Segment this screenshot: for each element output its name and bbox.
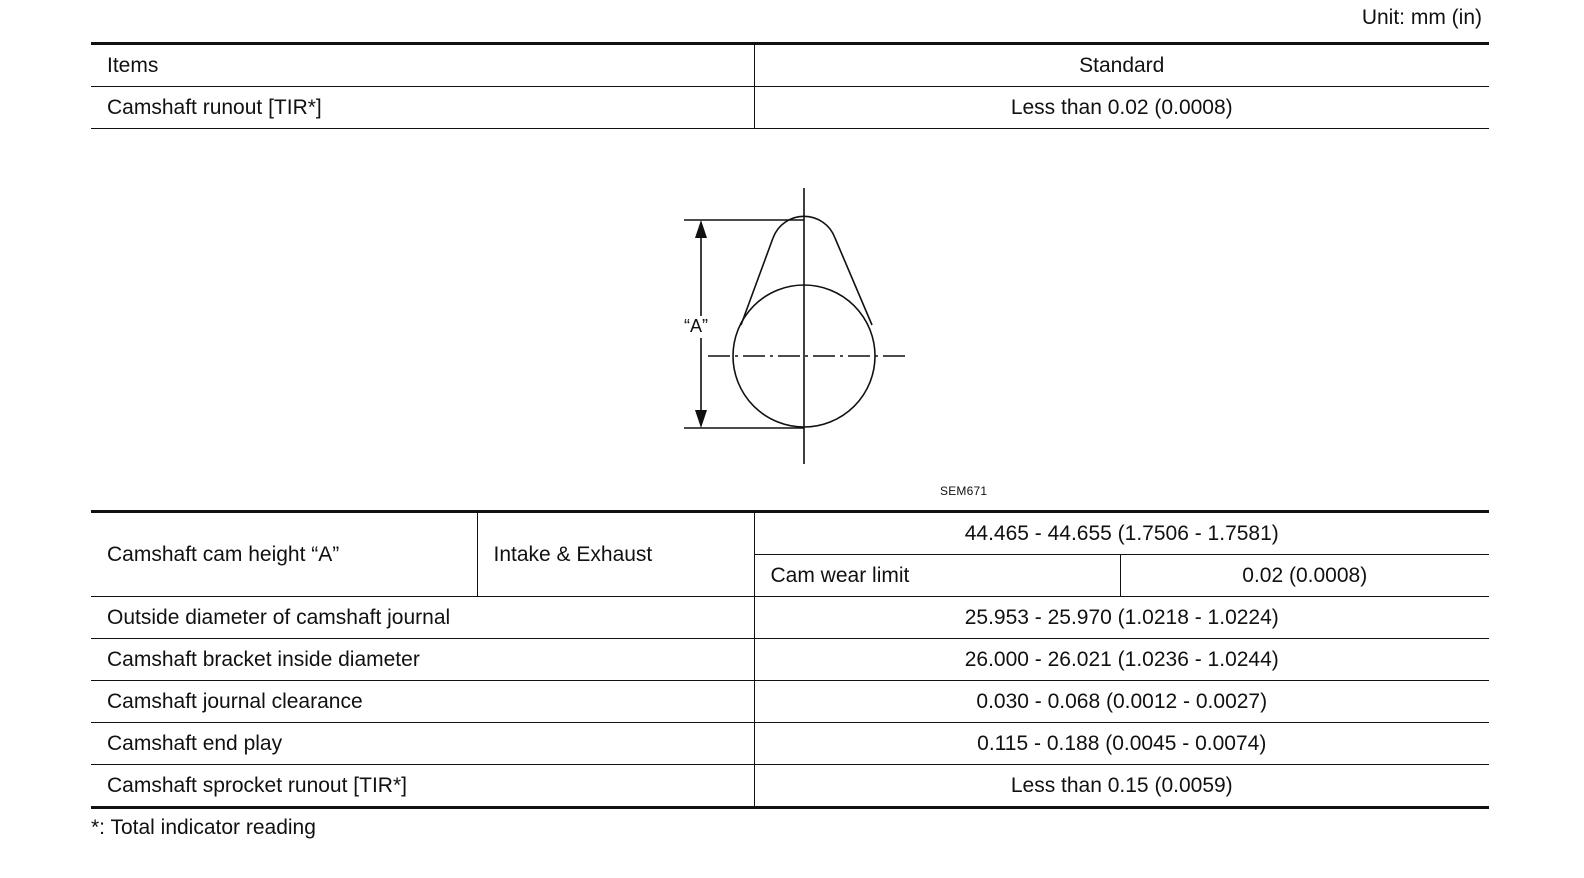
cam-lobe-diagram (670, 182, 920, 472)
table-row (91, 512, 1489, 555)
row-value: 26.000 - 26.021 (1.0236 - 1.0244) (754, 639, 1489, 681)
table-row (91, 597, 1489, 639)
row-value: 0.115 - 0.188 (0.0045 - 0.0074) (754, 723, 1489, 765)
cam-height-item: Camshaft cam height “A” (91, 512, 477, 597)
table-row (91, 765, 1489, 808)
table-row (91, 723, 1489, 765)
figure-code: SEM671 (940, 484, 988, 498)
table-header-row (91, 44, 1489, 87)
row-item: Camshaft end play (91, 723, 754, 765)
row-value: 0.030 - 0.068 (0.0012 - 0.0027) (754, 681, 1489, 723)
camshaft-runout-table (91, 42, 1489, 129)
cam-wear-label: Cam wear limit (754, 555, 1120, 597)
header-items: Items (91, 44, 754, 87)
row-value: 25.953 - 25.970 (1.0218 - 1.0224) (754, 597, 1489, 639)
row-item: Camshaft bracket inside diameter (91, 639, 754, 681)
row-item: Camshaft sprocket runout [TIR*] (91, 765, 754, 808)
table-row (91, 681, 1489, 723)
row-value: Less than 0.02 (0.0008) (754, 87, 1489, 129)
camshaft-spec-table (91, 510, 1489, 809)
cam-height-value: 44.465 - 44.655 (1.7506 - 1.7581) (754, 512, 1489, 555)
row-item: Camshaft runout [TIR*] (91, 87, 754, 129)
unit-label: Unit: mm (in) (1361, 6, 1482, 29)
row-item: Camshaft journal clearance (91, 681, 754, 723)
table-row (91, 639, 1489, 681)
footnote: *: Total indicator reading (91, 816, 316, 839)
cam-wear-value: 0.02 (0.0008) (1120, 555, 1489, 597)
header-standard: Standard (754, 44, 1489, 87)
table-row (91, 87, 1489, 129)
row-value: Less than 0.15 (0.0059) (754, 765, 1489, 808)
row-item: Outside diameter of camshaft journal (91, 597, 754, 639)
dimension-a-label: “A” (684, 316, 708, 336)
cam-height-sub: Intake & Exhaust (477, 512, 754, 597)
